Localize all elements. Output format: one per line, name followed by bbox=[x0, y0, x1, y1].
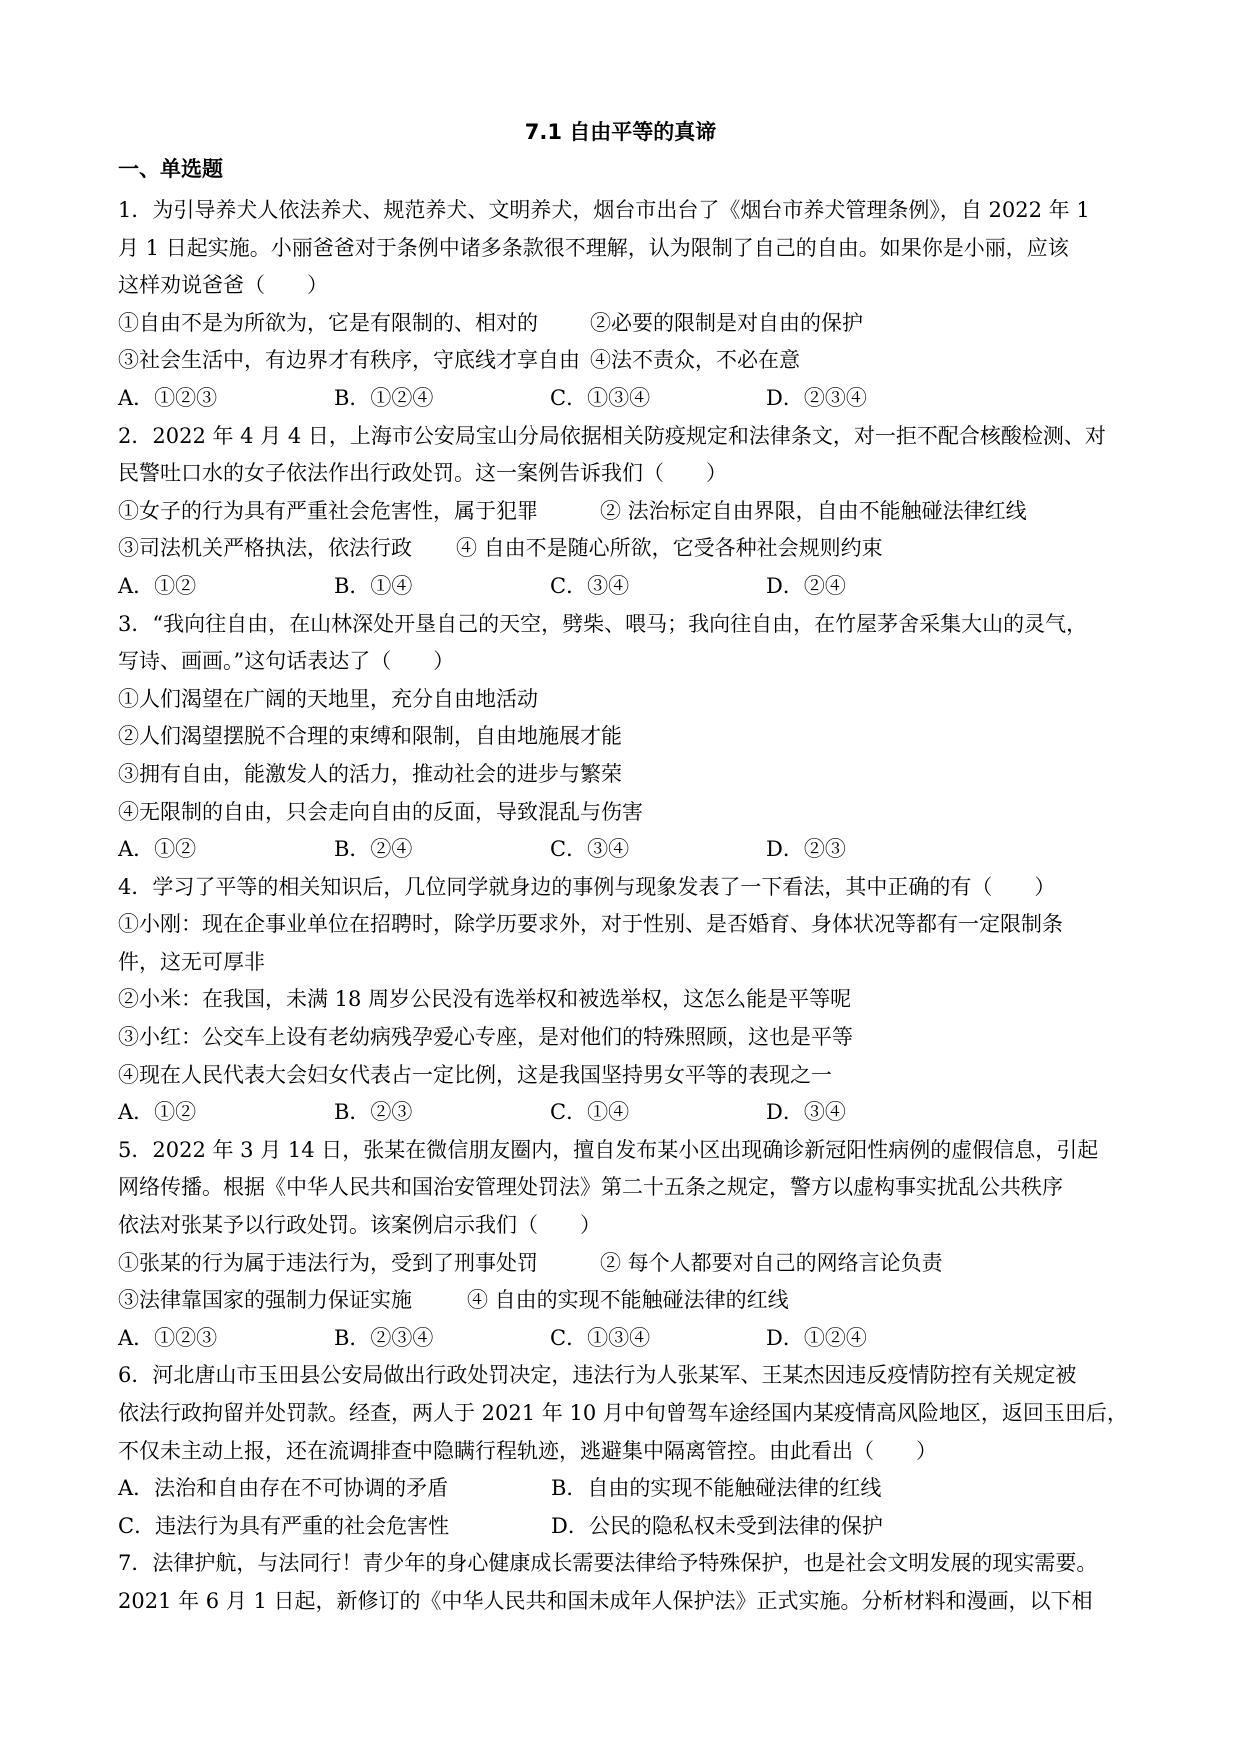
option-b[interactable]: B．①④ bbox=[334, 573, 413, 598]
question-6 bbox=[118, 1357, 1128, 1545]
statement: ①女子的行为具有严重社会危害性，属于犯罪 bbox=[118, 498, 538, 523]
statement: ①小刚：现在企事业单位在招聘时，除学历要求外，对于性别、是否婚育、身体状况等都有一定限制条 bbox=[118, 912, 1063, 937]
question-stem-line: 依法行政拘留并处罚款。经查，两人于 2021 年 10 月中旬曾驾车途经国内某疫情高风险地区，返回玉田后， bbox=[118, 1401, 1128, 1425]
question-stem-line: 3．“我向往自由，在山林深处开垦自己的天空，劈柴、喂马；我向往自由，在竹屋茅舍采集大山的灵气， bbox=[118, 611, 1088, 636]
option-d[interactable]: D．②④ bbox=[766, 573, 846, 598]
option-a[interactable]: A．①② bbox=[118, 837, 197, 862]
question-stem-line: 民警吐口水的女子依法作出行政处罚。这一案例告诉我们（ ） bbox=[118, 461, 727, 486]
statement: ①自由不是为所欲为，它是有限制的、相对的 bbox=[118, 310, 538, 335]
statement: ②小米：在我国，未满 18 周岁公民没有选举权和被选举权，这怎么能是平等呢 bbox=[118, 987, 852, 1012]
question-3 bbox=[118, 606, 1128, 869]
option-c[interactable]: C．③④ bbox=[550, 837, 630, 862]
question-stem-line: 不仅未主动上报，还在流调排查中隐瞒行程轨迹，逃避集中隔离管控。由此看出（ ） bbox=[118, 1438, 937, 1463]
option-b[interactable]: B．②③ bbox=[334, 1100, 413, 1125]
option-d[interactable]: D．公民的隐私权未受到法律的保护 bbox=[551, 1513, 883, 1538]
statement: ④无限制的自由，只会走向自由的反面，导致混乱与伤害 bbox=[118, 799, 643, 824]
statement: ② 每个人都要对自己的网络言论负责 bbox=[600, 1250, 943, 1275]
option-d[interactable]: D．①②④ bbox=[766, 1325, 867, 1350]
question-stem-line: 7．法律护航，与法同行！青少年的身心健康成长需要法律给予特殊保护，也是社会文明发展的现实需要。 bbox=[118, 1551, 1098, 1576]
statement: ②必要的限制是对自由的保护 bbox=[590, 310, 863, 335]
question-list bbox=[118, 192, 1128, 1621]
option-a[interactable]: A．法治和自由存在不可协调的矛盾 bbox=[118, 1476, 449, 1501]
option-b[interactable]: B．自由的实现不能触碰法律的红线 bbox=[551, 1476, 882, 1501]
question-1 bbox=[118, 192, 1128, 418]
option-d[interactable]: D．③④ bbox=[766, 1100, 846, 1125]
option-b[interactable]: B．②③④ bbox=[334, 1325, 434, 1350]
statement: ③法律靠国家的强制力保证实施 bbox=[118, 1288, 412, 1313]
question-stem-line: 5．2022 年 3 月 14 日，张某在微信朋友圈内，擅自发布某小区出现确诊新冠阳性病例的虚假信息，引起 bbox=[118, 1137, 1099, 1162]
option-d[interactable]: D．②③④ bbox=[766, 385, 867, 410]
answer-options bbox=[118, 831, 1128, 869]
question-stem-line: 1．为引导养犬人依法养犬、规范养犬、文明养犬，烟台市出台了《烟台市养犬管理条例》，自 2022 年 1 bbox=[118, 198, 1090, 222]
statement-row bbox=[118, 1282, 1128, 1320]
question-stem-line: 6．河北唐山市玉田县公安局做出行政处罚决定，违法行为人张某军、王某杰因违反疫情防控有关规定被 bbox=[118, 1363, 1077, 1388]
question-2 bbox=[118, 418, 1128, 606]
statement: ③小红：公交车上设有老幼病残孕爱心专座，是对他们的特殊照顾，这也是平等 bbox=[118, 1025, 853, 1050]
answer-options bbox=[118, 1320, 1128, 1358]
statement: ④ 自由的实现不能触碰法律的红线 bbox=[467, 1288, 789, 1313]
page-title: 7.1 自由平等的真谛 bbox=[524, 120, 717, 144]
statement: ④现在人民代表大会妇女代表占一定比例，这是我国坚持男女平等的表现之一 bbox=[118, 1062, 832, 1087]
statement: ③司法机关严格执法，依法行政 bbox=[118, 536, 412, 561]
answer-options bbox=[118, 1470, 1128, 1508]
option-a[interactable]: A．①② bbox=[118, 573, 197, 598]
question-4 bbox=[118, 869, 1128, 1132]
statement: ①张某的行为属于违法行为，受到了刑事处罚 bbox=[118, 1250, 538, 1275]
statement: ②人们渴望摆脱不合理的束缚和限制，自由地施展才能 bbox=[118, 724, 622, 749]
statement: ①人们渴望在广阔的天地里，充分自由地活动 bbox=[118, 686, 538, 711]
statement: ④法不责众，不必在意 bbox=[590, 348, 800, 373]
statement: ② 法治标定自由界限，自由不能触碰法律红线 bbox=[600, 498, 1027, 523]
statement: 件，这无可厚非 bbox=[118, 949, 265, 974]
question-5 bbox=[118, 1132, 1128, 1358]
option-d[interactable]: D．②③ bbox=[766, 837, 846, 862]
option-a[interactable]: A．①② bbox=[118, 1100, 197, 1125]
option-a[interactable]: A．①②③ bbox=[118, 1325, 218, 1350]
question-stem-line: 2021 年 6 月 1 日起，新修订的《中华人民共和国未成年人保护法》正式实施。分析材料和漫画，以下相 bbox=[118, 1588, 1093, 1613]
question-stem-line: 2．2022 年 4 月 4 日，上海市公安局宝山分局依据相关防疫规定和法律条文，对一拒不配合核酸检测、对 bbox=[118, 423, 1106, 448]
option-c[interactable]: C．①③④ bbox=[550, 1325, 651, 1350]
statement: ③拥有自由，能激发人的活力，推动社会的进步与繁荣 bbox=[118, 761, 622, 786]
answer-options bbox=[118, 1094, 1128, 1132]
answer-options bbox=[118, 1508, 1128, 1546]
question-stem-line: 月 1 日起实施。小丽爸爸对于条例中诸多条款很不理解，认为限制了自己的自由。如果你是小丽，应该 bbox=[118, 235, 1069, 260]
statement: ③社会生活中，有边界才有秩序，守底线才享自由 bbox=[118, 348, 580, 373]
statement-row bbox=[118, 493, 1128, 531]
question-stem-line: 4．学习了平等的相关知识后，几位同学就身边的事例与现象发表了一下看法，其中正确的有（ ） bbox=[118, 874, 1056, 899]
statement-row bbox=[118, 1245, 1128, 1283]
question-stem-line: 网络传播。根据《中华人民共和国治安管理处罚法》第二十五条之规定，警方以虚构事实扰乱公共秩序 bbox=[118, 1175, 1063, 1200]
option-c[interactable]: C．违法行为具有严重的社会危害性 bbox=[118, 1513, 450, 1538]
question-stem-line: 写诗、画画。”这句话表达了（ ） bbox=[118, 649, 455, 674]
option-c[interactable]: C．①③④ bbox=[550, 385, 651, 410]
option-a[interactable]: A．①②③ bbox=[118, 385, 218, 410]
answer-options bbox=[118, 568, 1128, 606]
statement: ④ 自由不是随心所欲，它受各种社会规则约束 bbox=[456, 536, 883, 561]
question-stem-line: 这样劝说爸爸（ ） bbox=[118, 273, 328, 298]
statement-row bbox=[118, 530, 1128, 568]
option-b[interactable]: B．①②④ bbox=[334, 385, 434, 410]
option-b[interactable]: B．②④ bbox=[334, 837, 413, 862]
question-stem-line: 依法对张某予以行政处罚。该案例启示我们（ ） bbox=[118, 1213, 601, 1238]
statement-row bbox=[118, 305, 1128, 343]
section-heading: 一、单选题 bbox=[118, 157, 223, 181]
question-7 bbox=[118, 1545, 1128, 1620]
option-c[interactable]: C．③④ bbox=[550, 573, 630, 598]
statement-row bbox=[118, 342, 1128, 380]
option-c[interactable]: C．①④ bbox=[550, 1100, 630, 1125]
answer-options bbox=[118, 380, 1128, 418]
